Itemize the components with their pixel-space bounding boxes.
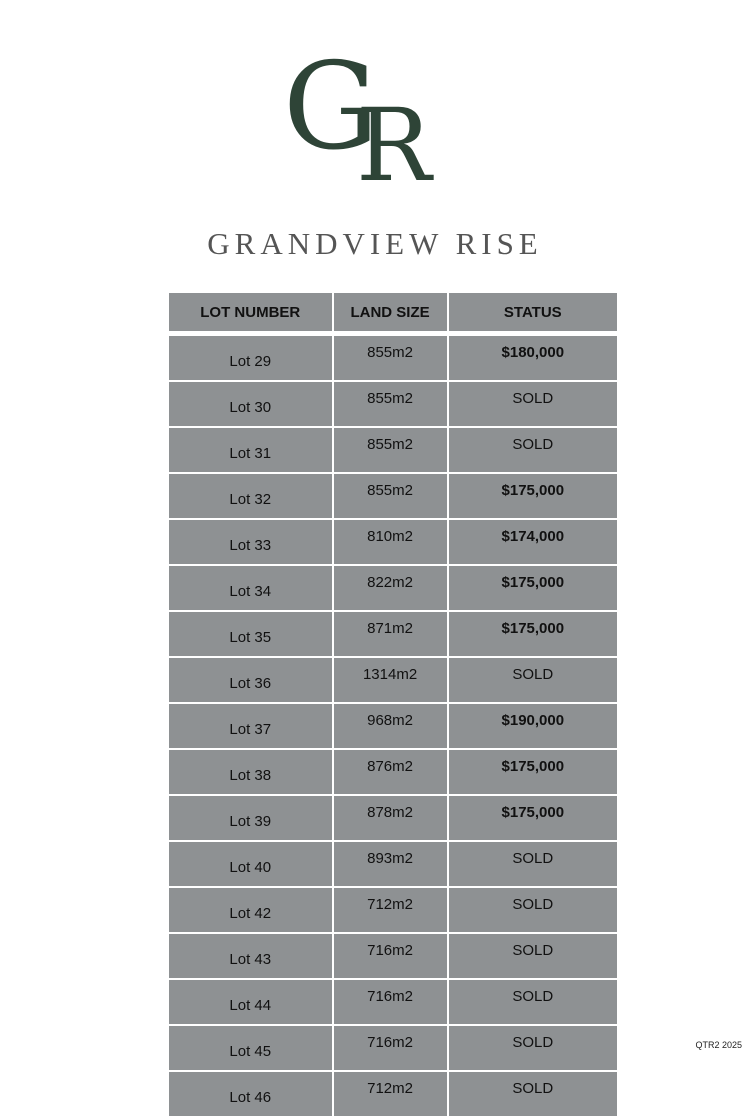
land-size-cell: 855m2 — [333, 381, 448, 427]
lot-number-cell: Lot 42 — [168, 887, 333, 933]
land-size-cell: 855m2 — [333, 334, 448, 382]
table-row — [168, 1025, 618, 1071]
lot-number-cell: Lot 36 — [168, 657, 333, 703]
table-row — [168, 703, 618, 749]
table-row — [168, 334, 618, 382]
status-cell: $174,000 — [448, 519, 618, 565]
header-status: STATUS — [448, 292, 618, 334]
land-size-cell: 871m2 — [333, 611, 448, 657]
logo-letter-r: R — [356, 87, 432, 204]
status-cell: $175,000 — [448, 795, 618, 841]
lot-number-cell: Lot 33 — [168, 519, 333, 565]
table-row — [168, 565, 618, 611]
land-size-cell: 716m2 — [333, 979, 448, 1025]
lot-number-cell: Lot 34 — [168, 565, 333, 611]
lot-number-cell: Lot 35 — [168, 611, 333, 657]
land-size-cell: 716m2 — [333, 1025, 448, 1071]
status-cell: SOLD — [448, 1071, 618, 1117]
land-size-cell: 1314m2 — [333, 657, 448, 703]
lot-number-cell: Lot 45 — [168, 1025, 333, 1071]
land-size-cell: 716m2 — [333, 933, 448, 979]
table-header-row — [168, 292, 618, 334]
status-cell: SOLD — [448, 933, 618, 979]
logo-letter-g: G — [283, 38, 379, 177]
lot-number-cell: Lot 43 — [168, 933, 333, 979]
lot-number-cell: Lot 38 — [168, 749, 333, 795]
table-row — [168, 657, 618, 703]
lot-number-cell: Lot 29 — [168, 334, 333, 382]
status-cell: $175,000 — [448, 611, 618, 657]
land-size-cell: 893m2 — [333, 841, 448, 887]
status-cell: SOLD — [448, 657, 618, 703]
land-size-cell: 712m2 — [333, 887, 448, 933]
land-size-cell: 855m2 — [333, 427, 448, 473]
lots-table — [167, 291, 619, 1118]
status-cell: SOLD — [448, 887, 618, 933]
table-row — [168, 381, 618, 427]
lot-number-cell: Lot 39 — [168, 795, 333, 841]
footer-quarter-label: QTR2 2025 — [695, 1040, 742, 1050]
header-lot-number: LOT NUMBER — [168, 292, 333, 334]
status-cell: $175,000 — [448, 473, 618, 519]
lot-number-cell: Lot 44 — [168, 979, 333, 1025]
lot-number-cell: Lot 30 — [168, 381, 333, 427]
land-size-cell: 712m2 — [333, 1071, 448, 1117]
table-row — [168, 427, 618, 473]
land-size-cell: 822m2 — [333, 565, 448, 611]
lot-number-cell: Lot 31 — [168, 427, 333, 473]
gr-logo — [0, 38, 750, 204]
land-size-cell: 876m2 — [333, 749, 448, 795]
status-cell: SOLD — [448, 979, 618, 1025]
land-size-cell: 878m2 — [333, 795, 448, 841]
status-cell: SOLD — [448, 841, 618, 887]
table-row — [168, 473, 618, 519]
status-cell: $190,000 — [448, 703, 618, 749]
table-row — [168, 841, 618, 887]
land-size-cell: 968m2 — [333, 703, 448, 749]
lot-number-cell: Lot 46 — [168, 1071, 333, 1117]
status-cell: $180,000 — [448, 334, 618, 382]
table-row — [168, 795, 618, 841]
status-cell: SOLD — [448, 381, 618, 427]
header-land-size: LAND SIZE — [333, 292, 448, 334]
lot-number-cell: Lot 32 — [168, 473, 333, 519]
table-row — [168, 887, 618, 933]
status-cell: SOLD — [448, 427, 618, 473]
table-row — [168, 611, 618, 657]
land-size-cell: 810m2 — [333, 519, 448, 565]
table-row — [168, 519, 618, 565]
brand-name: GRANDVIEW RISE — [207, 226, 543, 261]
status-cell: $175,000 — [448, 565, 618, 611]
land-size-cell: 855m2 — [333, 473, 448, 519]
lot-number-cell: Lot 37 — [168, 703, 333, 749]
table-row — [168, 1071, 618, 1117]
status-cell: SOLD — [448, 1025, 618, 1071]
table-row — [168, 933, 618, 979]
lot-number-cell: Lot 40 — [168, 841, 333, 887]
table-row — [168, 979, 618, 1025]
status-cell: $175,000 — [448, 749, 618, 795]
table-row — [168, 749, 618, 795]
